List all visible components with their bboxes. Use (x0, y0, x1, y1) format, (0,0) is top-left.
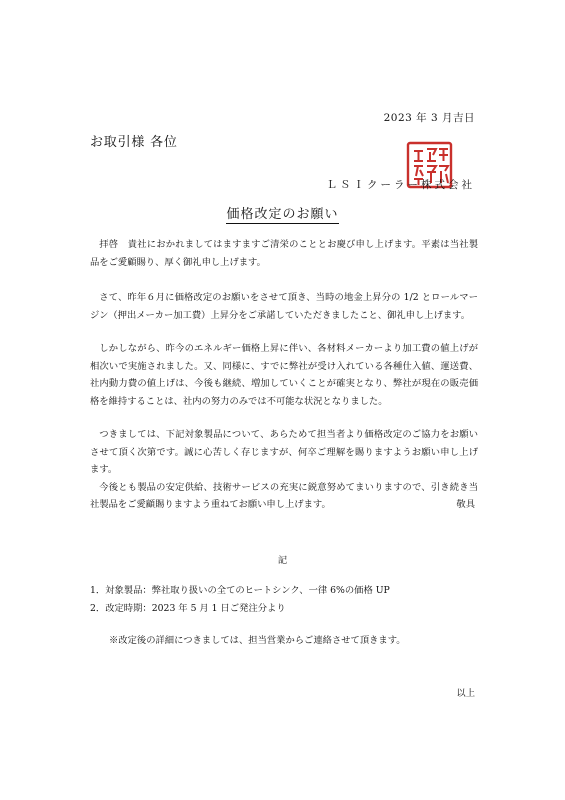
paragraph-previous-revision (90, 289, 478, 324)
section-ki: 記 (277, 555, 288, 566)
paragraph-text: さて、昨年６月に価格改定のお願いをさせて頂き、当時の地金上昇分の 1/2 とロールマージン（押出メーカー加工費）上昇分をご承諾していただきましたこと、御礼申し上げます。 (90, 292, 478, 321)
letter-date: 2023 年 3 月吉日 (383, 112, 475, 124)
paragraph-request (90, 426, 478, 514)
list-item: 2．改定時期：2023 年 5 月 1 日ご発注分より (90, 602, 286, 614)
paragraph-text: つきましては、下記対象製品について、あらためて担当者より価格改定のご協力をお願いさせて頂く次第です。誠に心苦しく存じますが、何卒ご理解を賜りますようお願い申し上げます。 (90, 429, 478, 475)
letter-recipient: お取引様 各位 (90, 135, 178, 150)
item-list (90, 582, 390, 617)
sender-company: ＬＳＩクーラー株式会社 (326, 179, 475, 191)
letter-title (0, 203, 565, 222)
paragraph-greeting (90, 236, 478, 271)
note-text: ※改定後の詳細につきましては、担当営業からご連絡させて頂きます。 (109, 635, 406, 646)
closing-keigu: 敬具 (456, 499, 475, 510)
closing-ijou: 以上 (456, 688, 475, 699)
list-item: 1．対象製品：弊社取り扱いの全てのヒートシンク、一律 6%の価格 UP (90, 585, 390, 596)
paragraph-text: 拝啓 貴社におかれましてはますますご清栄のこととお慶び申し上げます。平素は当社製品をご愛顧賜り、厚く御礼申し上げます。 (90, 239, 478, 268)
letter-title-text: 価格改定のお願い (226, 207, 339, 222)
paragraph-reason (90, 340, 478, 410)
paragraph-text: しかしながら、昨今のエネルギー価格上昇に伴い、各材料メーカーより加工費の値上げが相次いで実施されました。又、同様に、すでに弊社が受け入れている各種仕入値、運送費、社内動力費の値上げは、今後も継続、増加していくことが確実となり、弊社が現在の販売価格を維持することは、社内の努力のみでは不可能な状況となりました。 (90, 343, 478, 407)
paragraph-text: 今後とも製品の安定供給、技術サービスの充実に鋭意努めてまいりますので、引き続き当社製品をご愛顧賜りますよう重ねてお願い申し上げます。 (90, 481, 478, 510)
